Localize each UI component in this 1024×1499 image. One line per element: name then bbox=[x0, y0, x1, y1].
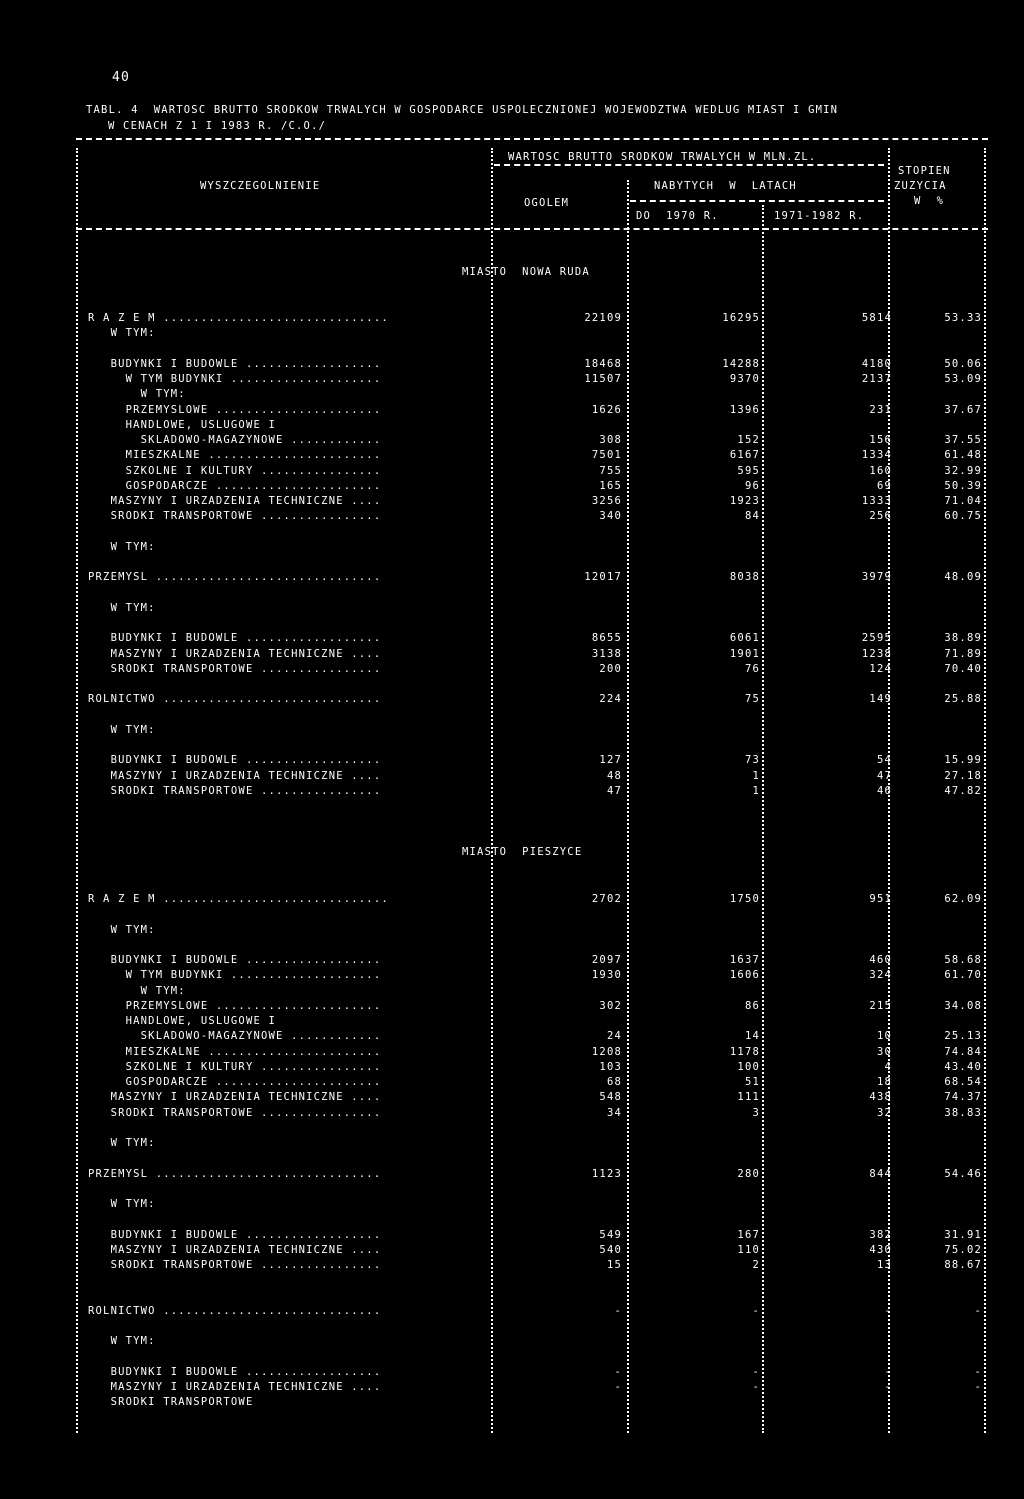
value-zuzycie: 88.67 bbox=[944, 1259, 982, 1271]
table-row bbox=[76, 617, 988, 631]
table-row bbox=[76, 739, 988, 753]
row-label: PRZEMYSL .............................. bbox=[88, 571, 382, 584]
table-title: TABL. 4 WARTOSC BRUTTO SRODKOW TRWALYCH W GOSPODARCE USPOLECZNIONEJ WOJEWODZTWA WEDLUG MIAST I GMIN bbox=[86, 104, 839, 116]
value-do-1970: 51 bbox=[744, 1076, 760, 1088]
row-label: BUDYNKI I BUDOWLE .................. bbox=[88, 357, 382, 370]
value-do-1970: 76 bbox=[744, 662, 760, 675]
table-row bbox=[76, 924, 988, 938]
row-label: W TYM: bbox=[88, 923, 156, 936]
value-1971-1982: 1238 bbox=[861, 647, 892, 660]
header-sub-divider-2 bbox=[630, 200, 884, 202]
value-do-1970: 6061 bbox=[729, 632, 760, 645]
value-zuzycie: 47.82 bbox=[944, 784, 982, 797]
value-zuzycie: 48.09 bbox=[944, 571, 982, 584]
value-zuzycie: 27.18 bbox=[944, 769, 982, 782]
value-do-1970: 1901 bbox=[729, 647, 760, 660]
row-label: W TYM: bbox=[88, 984, 186, 997]
value-zuzycie: 43.40 bbox=[944, 1060, 982, 1073]
table-row bbox=[76, 770, 988, 784]
value-ogolem: 2702 bbox=[591, 893, 622, 905]
value-zuzycie: 25.88 bbox=[944, 693, 982, 706]
value-1971-1982: 460 bbox=[869, 954, 892, 966]
table-row bbox=[76, 1351, 988, 1365]
value-zuzycie: 15.99 bbox=[944, 754, 982, 767]
value-do-1970: 100 bbox=[737, 1060, 760, 1073]
value-1971-1982: 438 bbox=[869, 1091, 892, 1104]
value-zuzycie: 50.39 bbox=[944, 479, 982, 492]
row-label: SRODKI TRANSPORTOWE ................ bbox=[88, 662, 382, 675]
value-do-1970: 152 bbox=[737, 434, 760, 446]
value-do-1970: 1637 bbox=[729, 954, 760, 966]
row-label: W TYM BUDYNKI .................... bbox=[88, 373, 382, 385]
value-1971-1982: 256 bbox=[869, 510, 892, 523]
value-zuzycie: - bbox=[974, 1381, 982, 1393]
row-label: MIESZKALNE ....................... bbox=[88, 1045, 382, 1058]
value-1971-1982: 30 bbox=[876, 1045, 892, 1058]
value-ogolem: 1208 bbox=[591, 1045, 622, 1058]
value-1971-1982: 13 bbox=[876, 1259, 892, 1271]
value-ogolem: 1930 bbox=[591, 969, 622, 982]
value-do-1970: 110 bbox=[737, 1243, 760, 1256]
table-row bbox=[76, 541, 988, 555]
table-row bbox=[76, 893, 988, 907]
table-row bbox=[76, 1335, 988, 1349]
table-row bbox=[76, 1198, 988, 1212]
value-1971-1982: 844 bbox=[869, 1167, 892, 1180]
value-do-1970: 86 bbox=[744, 999, 760, 1012]
value-zuzycie: 61.48 bbox=[944, 449, 982, 462]
table-row bbox=[76, 1290, 988, 1304]
table-row bbox=[76, 434, 988, 448]
row-label: BUDYNKI I BUDOWLE .................. bbox=[88, 1228, 382, 1241]
value-1971-1982: 231 bbox=[869, 403, 892, 416]
value-1971-1982: 430 bbox=[869, 1243, 892, 1256]
value-zuzycie: 31.91 bbox=[944, 1228, 982, 1241]
value-zuzycie: 74.37 bbox=[944, 1091, 982, 1104]
value-do-1970: 111 bbox=[737, 1091, 760, 1104]
value-1971-1982: 149 bbox=[869, 693, 892, 706]
table-row bbox=[76, 1366, 988, 1380]
table-row bbox=[76, 404, 988, 418]
value-zuzycie: 68.54 bbox=[944, 1076, 982, 1088]
header-bottom-divider bbox=[76, 228, 988, 230]
header-zuzycia: ZUZYCIA bbox=[894, 180, 947, 192]
table-row bbox=[76, 939, 988, 953]
row-label: SRODKI TRANSPORTOWE ................ bbox=[88, 1106, 382, 1119]
row-label: W TYM: bbox=[88, 540, 156, 553]
value-zuzycie: 54.46 bbox=[944, 1167, 982, 1180]
table-row bbox=[76, 1122, 988, 1136]
value-do-1970: 1606 bbox=[729, 969, 760, 982]
row-label: SKLADOWO-MAGAZYNOWE ............ bbox=[88, 434, 382, 446]
value-ogolem: 340 bbox=[599, 510, 622, 523]
value-do-1970: 1 bbox=[752, 784, 760, 797]
value-ogolem: 3256 bbox=[591, 495, 622, 507]
value-ogolem: 1123 bbox=[591, 1167, 622, 1180]
row-label: W TYM: bbox=[88, 723, 156, 736]
row-label: MASZYNY I URZADZENIA TECHNICZNE .... bbox=[88, 1243, 382, 1256]
value-ogolem: 3138 bbox=[591, 647, 622, 660]
row-label: W TYM: bbox=[88, 327, 156, 340]
table-row bbox=[76, 480, 988, 494]
table-row bbox=[76, 1305, 988, 1319]
value-1971-1982: 382 bbox=[869, 1228, 892, 1241]
value-do-1970: - bbox=[752, 1381, 760, 1393]
table-row bbox=[76, 908, 988, 922]
value-do-1970: - bbox=[752, 1304, 760, 1317]
table-row bbox=[76, 1213, 988, 1227]
value-ogolem: 2097 bbox=[591, 954, 622, 966]
table-row bbox=[76, 1396, 988, 1410]
row-label: SRODKI TRANSPORTOWE ................ bbox=[88, 1259, 382, 1271]
row-label: MASZYNY I URZADZENIA TECHNICZNE .... bbox=[88, 1091, 382, 1104]
value-1971-1982: 124 bbox=[869, 662, 892, 675]
value-do-1970: 75 bbox=[744, 693, 760, 706]
row-label: W TYM: bbox=[88, 1137, 156, 1149]
row-label: SKLADOWO-MAGAZYNOWE ............ bbox=[88, 1030, 382, 1043]
page-number: 40 bbox=[112, 70, 131, 85]
table-row bbox=[76, 1076, 988, 1090]
row-label: GOSPODARCZE ...................... bbox=[88, 479, 382, 492]
value-ogolem: 47 bbox=[606, 784, 622, 797]
header-nabytych: NABYTYCH W LATACH bbox=[654, 180, 797, 192]
value-ogolem: 11507 bbox=[584, 373, 622, 385]
value-zuzycie: 38.83 bbox=[944, 1106, 982, 1119]
table-row bbox=[76, 1168, 988, 1182]
table-row bbox=[76, 785, 988, 799]
table-row bbox=[76, 495, 988, 509]
value-1971-1982: 10 bbox=[876, 1030, 892, 1043]
row-label: MASZYNY I URZADZENIA TECHNICZNE .... bbox=[88, 495, 382, 507]
row-label: W TYM: bbox=[88, 1335, 156, 1348]
value-zuzycie: 58.68 bbox=[944, 954, 982, 966]
value-1971-1982: 1334 bbox=[861, 449, 892, 462]
row-label: PRZEMYSLOWE ...................... bbox=[88, 403, 382, 416]
table-row bbox=[76, 388, 988, 402]
table-row bbox=[76, 1091, 988, 1105]
value-ogolem: 127 bbox=[599, 754, 622, 767]
table-row bbox=[76, 587, 988, 601]
value-do-1970: 3 bbox=[752, 1106, 760, 1119]
value-zuzycie: 71.89 bbox=[944, 647, 982, 660]
value-1971-1982: 4180 bbox=[861, 357, 892, 370]
value-ogolem: - bbox=[614, 1381, 622, 1393]
value-zuzycie: 60.75 bbox=[944, 510, 982, 523]
table-subtitle: W CENACH Z 1 I 1983 R. /C.O./ bbox=[108, 120, 327, 132]
row-label: SRODKI TRANSPORTOWE ................ bbox=[88, 784, 382, 797]
value-ogolem: 165 bbox=[599, 479, 622, 492]
value-1971-1982: 47 bbox=[876, 769, 892, 782]
value-do-1970: - bbox=[752, 1365, 760, 1378]
table-row bbox=[76, 724, 988, 738]
row-label: W TYM BUDYNKI .................... bbox=[88, 969, 382, 982]
value-do-1970: 595 bbox=[737, 464, 760, 477]
value-ogolem: 12017 bbox=[584, 571, 622, 584]
row-label: HANDLOWE, USLUGOWE I bbox=[88, 418, 277, 431]
value-zuzycie: - bbox=[974, 1304, 982, 1317]
table-row bbox=[76, 754, 988, 768]
row-label: PRZEMYSLOWE ...................... bbox=[88, 999, 382, 1012]
row-label: W TYM: bbox=[88, 601, 156, 614]
table-row bbox=[76, 663, 988, 677]
table-row bbox=[76, 1000, 988, 1014]
row-label: HANDLOWE, USLUGOWE I bbox=[88, 1015, 277, 1027]
value-1971-1982: 324 bbox=[869, 969, 892, 982]
table-row bbox=[76, 1229, 988, 1243]
value-zuzycie: 61.70 bbox=[944, 969, 982, 982]
value-ogolem: 48 bbox=[606, 769, 622, 782]
table-row bbox=[76, 1274, 988, 1288]
value-ogolem: 549 bbox=[599, 1228, 622, 1241]
value-do-1970: 1178 bbox=[729, 1045, 760, 1058]
row-label: SRODKI TRANSPORTOWE ................ bbox=[88, 510, 382, 523]
value-1971-1982: 69 bbox=[876, 479, 892, 492]
row-label: W TYM: bbox=[88, 388, 186, 401]
value-ogolem: 8655 bbox=[591, 632, 622, 645]
section-title: MIASTO NOWA RUDA bbox=[462, 266, 590, 278]
value-1971-1982: 156 bbox=[869, 434, 892, 446]
table-row bbox=[76, 709, 988, 723]
value-ogolem: 22109 bbox=[584, 312, 622, 324]
value-1971-1982: 2137 bbox=[861, 373, 892, 385]
value-do-1970: 84 bbox=[744, 510, 760, 523]
row-label: MIESZKALNE ....................... bbox=[88, 449, 382, 462]
table-row bbox=[76, 1061, 988, 1075]
value-1971-1982: 54 bbox=[876, 754, 892, 767]
table-row bbox=[76, 1152, 988, 1166]
header-wpct: W % bbox=[914, 195, 945, 207]
table-row bbox=[76, 1183, 988, 1197]
value-do-1970: 16295 bbox=[722, 312, 760, 324]
table-row bbox=[76, 373, 988, 387]
table-row bbox=[76, 954, 988, 968]
value-ogolem: 15 bbox=[606, 1259, 622, 1271]
table-row bbox=[76, 312, 988, 326]
value-zuzycie: 62.09 bbox=[944, 893, 982, 905]
value-zuzycie: 37.55 bbox=[944, 434, 982, 446]
table-row bbox=[76, 1015, 988, 1029]
value-zuzycie: 53.09 bbox=[944, 373, 982, 385]
value-do-1970: 2 bbox=[752, 1259, 760, 1271]
value-do-1970: 167 bbox=[737, 1228, 760, 1241]
section-title: MIASTO PIESZYCE bbox=[462, 846, 583, 858]
table-row bbox=[76, 358, 988, 372]
value-do-1970: 96 bbox=[744, 479, 760, 492]
table-row bbox=[76, 343, 988, 357]
value-do-1970: 1396 bbox=[729, 403, 760, 416]
value-do-1970: 8038 bbox=[729, 571, 760, 584]
table-row bbox=[76, 1030, 988, 1044]
table-row bbox=[76, 419, 988, 433]
value-do-1970: 9370 bbox=[729, 373, 760, 385]
table-row bbox=[76, 985, 988, 999]
value-do-1970: 73 bbox=[744, 754, 760, 767]
value-1971-1982: - bbox=[884, 1365, 892, 1378]
divider bbox=[76, 138, 988, 140]
value-ogolem: 1626 bbox=[591, 403, 622, 416]
value-1971-1982: 1333 bbox=[861, 495, 892, 507]
value-ogolem: 103 bbox=[599, 1060, 622, 1073]
value-zuzycie: 74.84 bbox=[944, 1045, 982, 1058]
row-label: SZKOLNE I KULTURY ................ bbox=[88, 1060, 382, 1073]
value-1971-1982: 4 bbox=[884, 1060, 892, 1073]
value-1971-1982: 160 bbox=[869, 464, 892, 477]
table-row bbox=[76, 465, 988, 479]
value-ogolem: - bbox=[614, 1365, 622, 1378]
value-ogolem: 308 bbox=[599, 434, 622, 446]
table-row bbox=[76, 556, 988, 570]
value-do-1970: 280 bbox=[737, 1167, 760, 1180]
header-do1970: DO 1970 R. bbox=[636, 210, 719, 222]
row-label: MASZYNY I URZADZENIA TECHNICZNE .... bbox=[88, 1381, 382, 1393]
value-do-1970: 14288 bbox=[722, 357, 760, 370]
header-description: WYSZCZEGOLNIENIE bbox=[200, 180, 321, 192]
value-zuzycie: 50.06 bbox=[944, 357, 982, 370]
value-do-1970: 1750 bbox=[729, 893, 760, 905]
row-label: BUDYNKI I BUDOWLE .................. bbox=[88, 754, 382, 767]
row-label: W TYM: bbox=[88, 1198, 156, 1210]
value-do-1970: 1 bbox=[752, 769, 760, 782]
value-1971-1982: 32 bbox=[876, 1106, 892, 1119]
value-do-1970: 1923 bbox=[729, 495, 760, 507]
value-1971-1982: 2595 bbox=[861, 632, 892, 645]
value-zuzycie: 75.02 bbox=[944, 1243, 982, 1256]
row-label: MASZYNY I URZADZENIA TECHNICZNE .... bbox=[88, 769, 382, 782]
row-label: R A Z E M .............................. bbox=[88, 893, 389, 905]
table-row bbox=[76, 969, 988, 983]
table-row bbox=[76, 449, 988, 463]
table-row bbox=[76, 1320, 988, 1334]
table-row bbox=[76, 1107, 988, 1121]
row-label: ROLNICTWO ............................. bbox=[88, 1304, 382, 1317]
row-label: PRZEMYSL .............................. bbox=[88, 1167, 382, 1180]
table-row bbox=[76, 327, 988, 341]
value-zuzycie: 37.67 bbox=[944, 403, 982, 416]
row-label: BUDYNKI I BUDOWLE .................. bbox=[88, 954, 382, 966]
table-row bbox=[76, 1244, 988, 1258]
value-1971-1982: - bbox=[884, 1381, 892, 1393]
value-ogolem: 200 bbox=[599, 662, 622, 675]
table-row bbox=[76, 1046, 988, 1060]
value-ogolem: 548 bbox=[599, 1091, 622, 1104]
value-do-1970: 14 bbox=[744, 1030, 760, 1043]
value-zuzycie: 34.08 bbox=[944, 999, 982, 1012]
value-ogolem: 68 bbox=[606, 1076, 622, 1088]
value-1971-1982: 5814 bbox=[861, 312, 892, 324]
value-ogolem: 755 bbox=[599, 464, 622, 477]
value-ogolem: 18468 bbox=[584, 357, 622, 370]
table-row bbox=[76, 526, 988, 540]
value-ogolem: 34 bbox=[606, 1106, 622, 1119]
value-zuzycie: 25.13 bbox=[944, 1030, 982, 1043]
value-1971-1982: 951 bbox=[869, 893, 892, 905]
table-row bbox=[76, 648, 988, 662]
row-label: SRODKI TRANSPORTOWE bbox=[88, 1396, 254, 1409]
value-1971-1982: 46 bbox=[876, 784, 892, 797]
row-label: MASZYNY I URZADZENIA TECHNICZNE .... bbox=[88, 647, 382, 660]
row-label: BUDYNKI I BUDOWLE .................. bbox=[88, 632, 382, 645]
value-zuzycie: 70.40 bbox=[944, 662, 982, 675]
value-1971-1982: - bbox=[884, 1304, 892, 1317]
value-1971-1982: 3979 bbox=[861, 571, 892, 584]
value-zuzycie: 38.89 bbox=[944, 632, 982, 645]
row-label: BUDYNKI I BUDOWLE .................. bbox=[88, 1365, 382, 1378]
value-ogolem: - bbox=[614, 1304, 622, 1317]
row-label: GOSPODARCZE ...................... bbox=[88, 1076, 382, 1088]
header-1971-1982: 1971-1982 R. bbox=[774, 210, 865, 222]
table-row bbox=[76, 602, 988, 616]
value-1971-1982: 215 bbox=[869, 999, 892, 1012]
value-zuzycie: 71.04 bbox=[944, 495, 982, 507]
value-ogolem: 540 bbox=[599, 1243, 622, 1256]
value-ogolem: 24 bbox=[606, 1030, 622, 1043]
value-1971-1982: 18 bbox=[876, 1076, 892, 1088]
table-row bbox=[76, 1137, 988, 1151]
table-row bbox=[76, 632, 988, 646]
value-do-1970: 6167 bbox=[729, 449, 760, 462]
header-stopien: STOPIEN bbox=[898, 165, 951, 177]
value-zuzycie: 53.33 bbox=[944, 312, 982, 324]
row-label: SZKOLNE I KULTURY ................ bbox=[88, 464, 382, 477]
header-ogolem: OGOLEM bbox=[524, 197, 570, 209]
value-ogolem: 224 bbox=[599, 693, 622, 706]
table-row bbox=[76, 678, 988, 692]
table-row bbox=[76, 571, 988, 585]
header-sub-divider bbox=[494, 164, 884, 166]
table-row bbox=[76, 1381, 988, 1395]
table-row bbox=[76, 510, 988, 524]
value-ogolem: 302 bbox=[599, 999, 622, 1012]
row-label: R A Z E M .............................. bbox=[88, 312, 389, 324]
table-row bbox=[76, 1259, 988, 1273]
value-ogolem: 7501 bbox=[591, 449, 622, 462]
value-zuzycie: - bbox=[974, 1365, 982, 1378]
table-row bbox=[76, 693, 988, 707]
value-zuzycie: 32.99 bbox=[944, 464, 982, 477]
row-label: ROLNICTWO ............................. bbox=[88, 693, 382, 706]
header-group: WARTOSC BRUTTO SRODKOW TRWALYCH W MLN.ZL. bbox=[508, 151, 817, 163]
